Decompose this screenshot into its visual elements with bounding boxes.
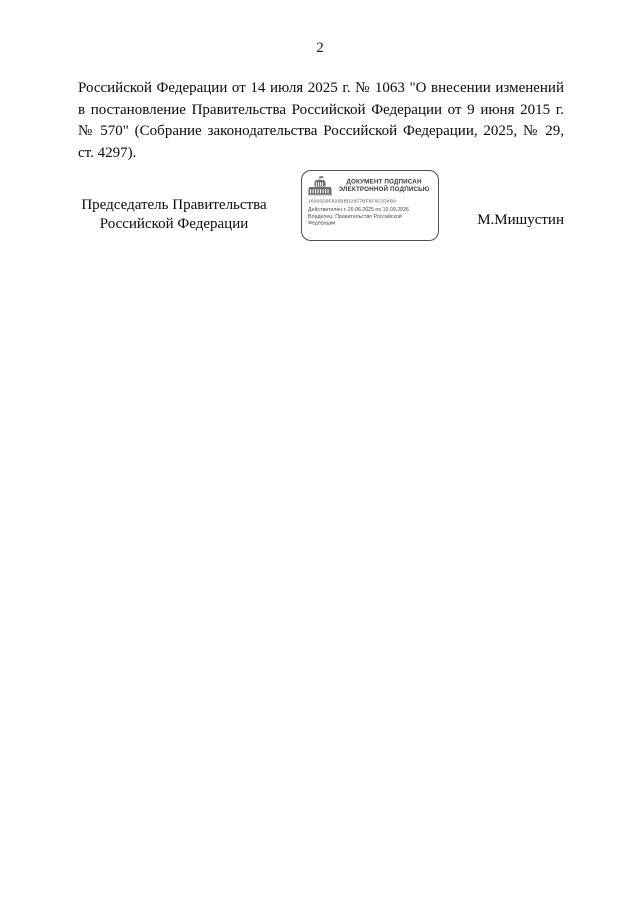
stamp-header-text bbox=[337, 178, 431, 193]
signer-title-line2: Российской Федерации bbox=[99, 215, 249, 232]
government-building-icon bbox=[308, 176, 332, 196]
body-paragraph bbox=[78, 78, 564, 164]
electronic-signature-stamp bbox=[301, 170, 439, 241]
page-number: 2 bbox=[316, 40, 324, 56]
body-line: № 570" (Собрание законодательства Российской Федерации, 2025, № 29, bbox=[78, 123, 564, 139]
stamp-header bbox=[308, 176, 431, 196]
stamp-validity-dates: Действителен с 26.06.2025 по 19.09.2026 bbox=[308, 206, 409, 213]
stamp-owner-line1: Владелец: Правительство Российской bbox=[308, 213, 402, 220]
stamp-header-line2: ЭЛЕКТРОННОЙ ПОДПИСЬЮ bbox=[338, 185, 430, 193]
stamp-owner-line2: Федерации bbox=[308, 220, 336, 226]
electronic-signature-stamp-content bbox=[302, 171, 437, 239]
body-line: Российской Федерации от 14 июля 2025 г. № 1063 "О внесении изменений bbox=[78, 80, 564, 96]
stamp-owner bbox=[308, 214, 431, 227]
signer-title-line1: Председатель Правительства bbox=[81, 197, 267, 213]
body-line: ст. 4297). bbox=[78, 144, 137, 161]
stamp-header-line1: ДОКУМЕНТ ПОДПИСАН bbox=[346, 178, 422, 185]
signer-title bbox=[78, 196, 270, 233]
stamp-certificate-number: 16005D9F826BBD26F7BF8F9C334B9 bbox=[308, 198, 396, 204]
body-line: в постановление Правительства Российской Федерации от 9 июня 2015 г. bbox=[78, 101, 564, 118]
signer-name: М.Мишустин bbox=[477, 212, 564, 228]
